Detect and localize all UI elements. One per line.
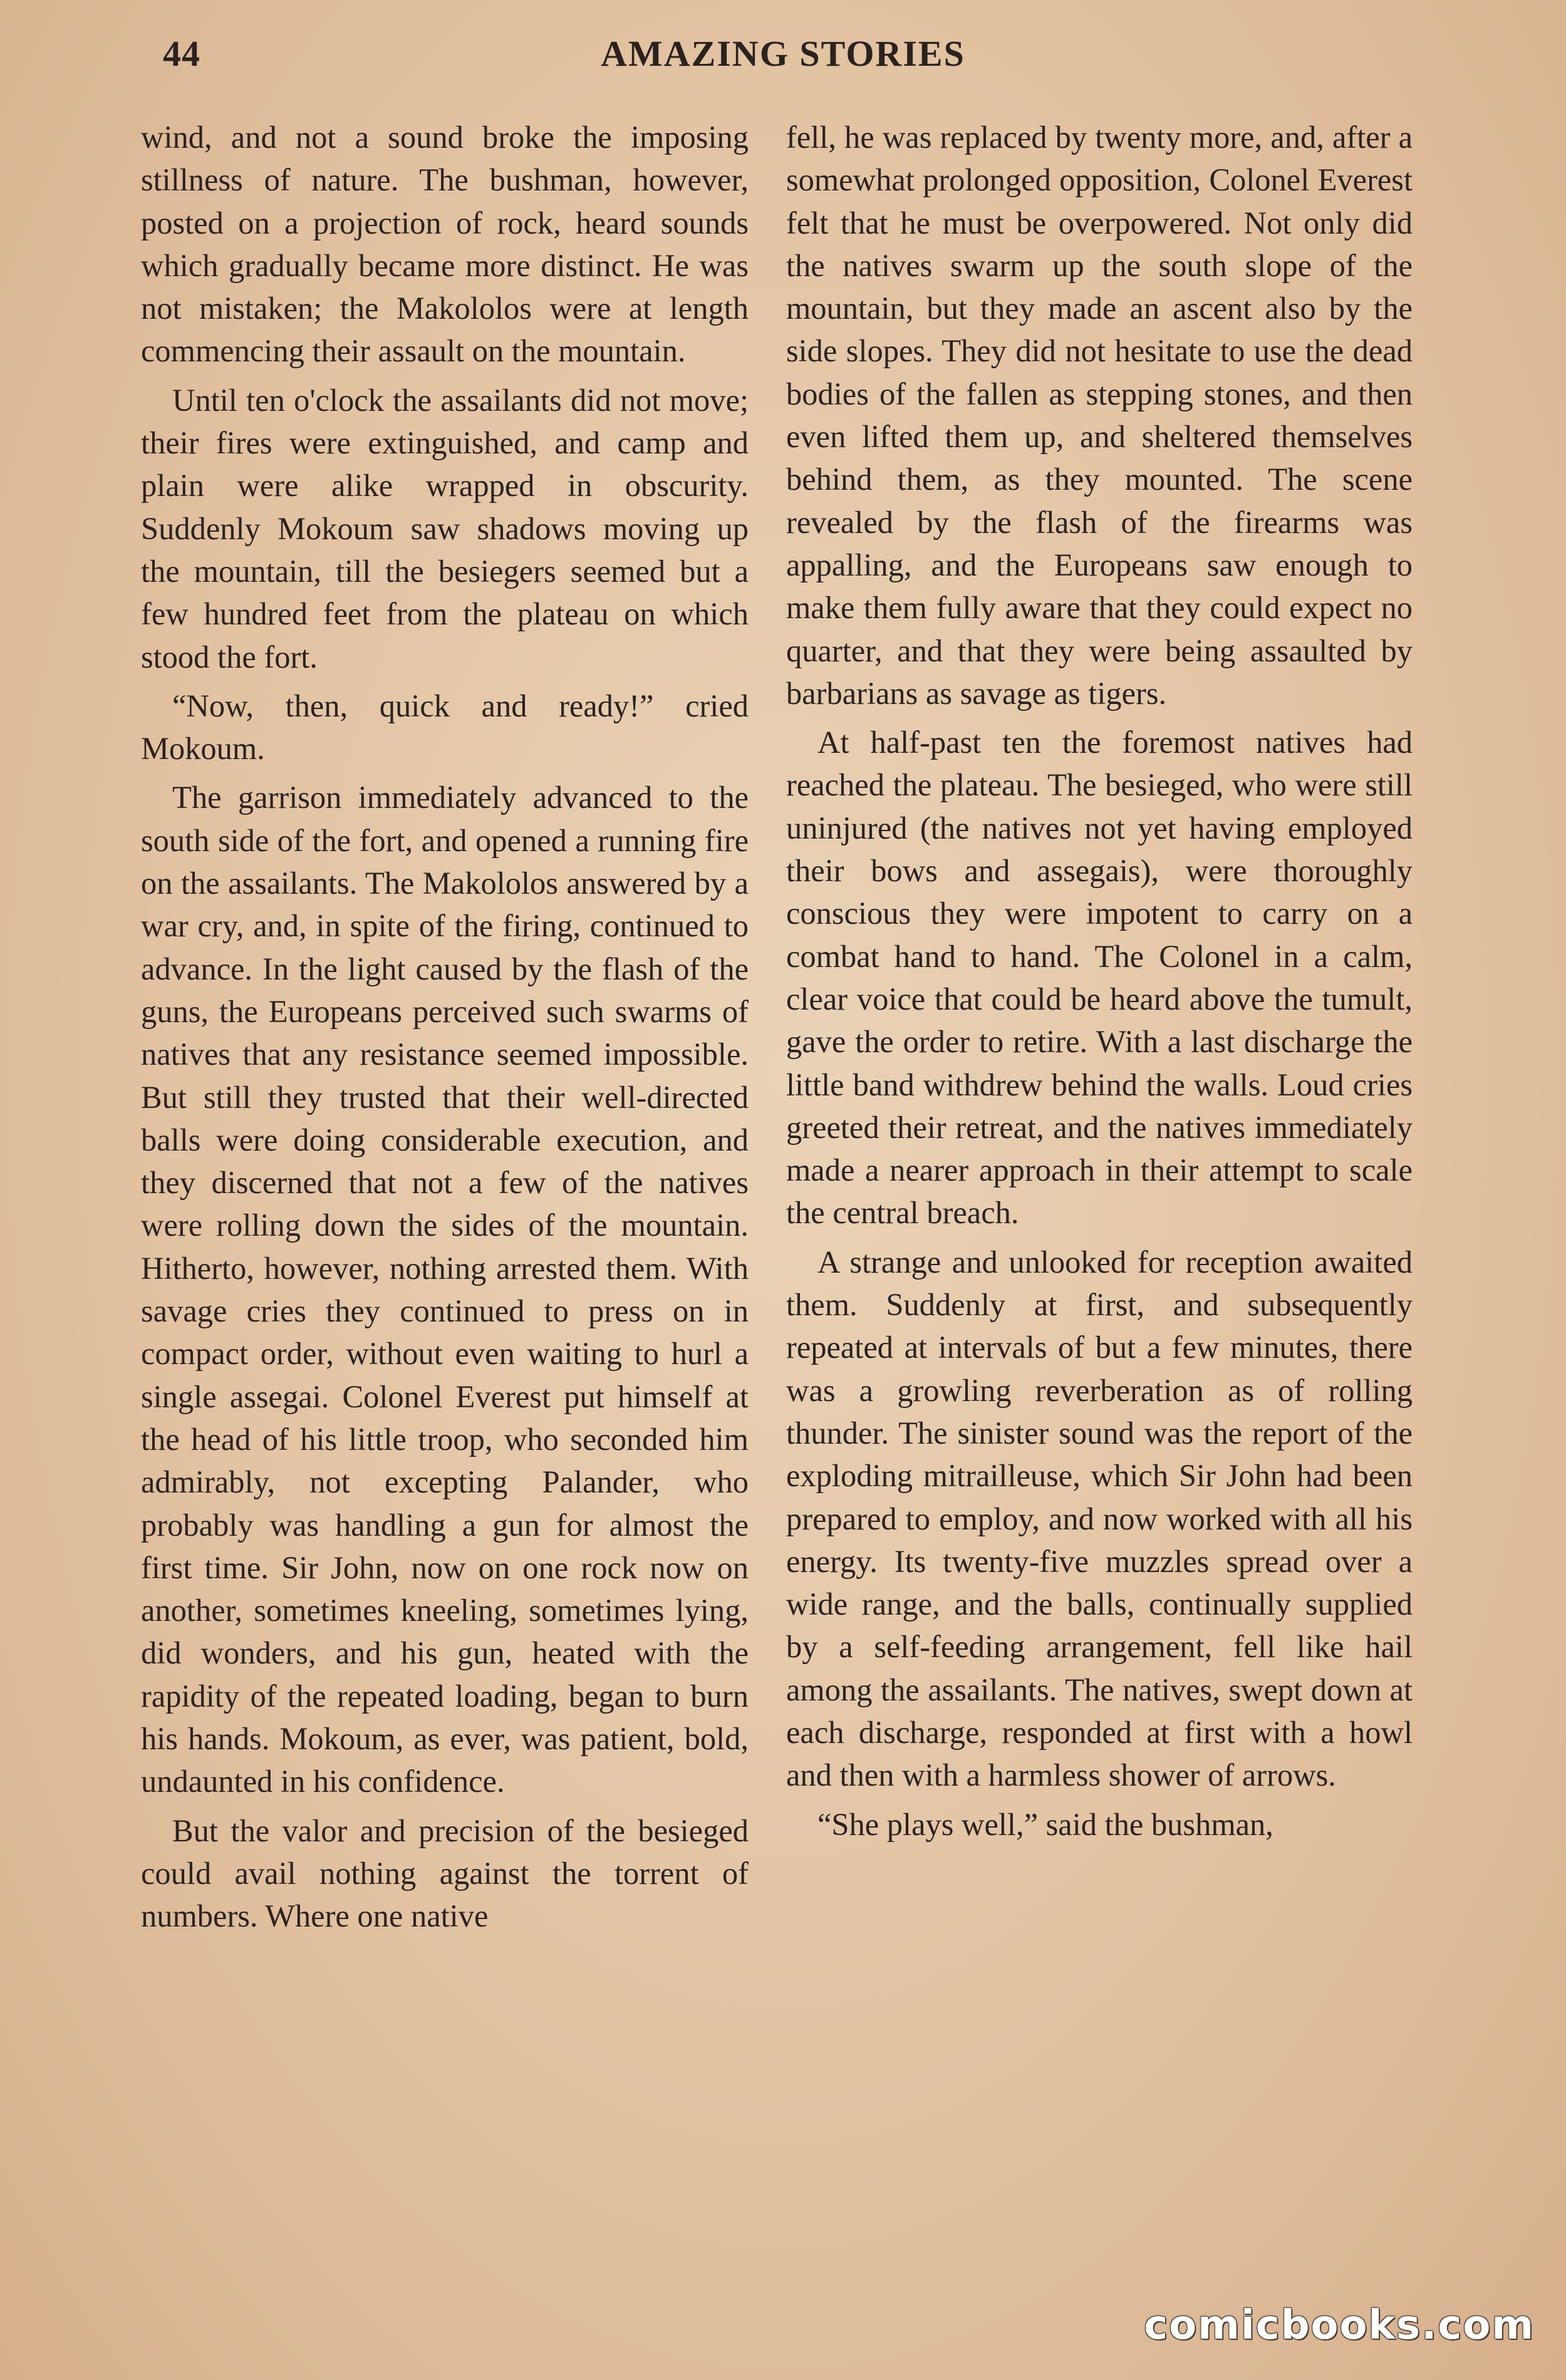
page-number: 44 — [163, 33, 200, 74]
running-title: AMAZING STORIES — [601, 33, 965, 74]
paragraph: But the valor and precision of the besieged could avail nothing against the torrent of numbers. Where one native — [141, 1813, 749, 1934]
page-header — [150, 33, 1416, 89]
paragraph: wind, and not a sound broke the imposing stillness of nature. The bushman, however, posted on a projection of rock, heard sounds which gradually became more distinct. He was not mistaken; the Makololos were at length commencing their assault on the mountain. — [141, 120, 749, 369]
paragraph: fell, he was replaced by twenty more, and, after a somewhat prolonged opposition, Colonel Everest felt that he must be overpowered. Not only did the natives swarm up the south slope of the mountain, but they made an ascent also by the side slopes. They did not hesitate to use the dead bodies of the fallen as stepping stones, and then even lifted them up, and sheltered themselves behind them, as they mounted. The scene revealed by the flash of the firearms was appalling, and the Europeans saw enough to make them fully aware that they could expect no quarter, and that they were being assaulted by barbarians as savage as tigers. — [786, 120, 1413, 711]
paragraph: A strange and unlooked for reception awaited them. Suddenly at first, and subsequently repeated at intervals of but a few minutes, there was a growling reverberation as of rolling thunder. The sinister sound was the report of the exploding mitrailleuse, which Sir John had been prepared to employ, and now worked with all his energy. Its twenty-five muzzles spread over a wide range, and the balls, continually supplied by a self-feeding arrangement, fell like hail among the assailants. The natives, swept down at each discharge, responded at first with a howl and then with a harmless shower of arrows. — [786, 1244, 1413, 1793]
paragraph: The garrison immediately advanced to the south side of the fort, and opened a running fire on the assailants. The Makololos answered by a war cry, and, in spite of the firing, continued to advance. In the light caused by the flash of the guns, the Europeans perceived such swarms of natives that any resistance seemed impossible. But still they trusted that their well-directed balls were doing considerable execution, and they discerned that not a few of the natives were rolling down the sides of the mountain. Hitherto, however, nothing arrested them. With savage cries they continued to press on in compact order, without even waiting to hurl a single assegai. Colonel Everest put himself at the head of his little troop, who seconded him admirably, not excepting Palander, who probably was handling a gun for almost the first time. Sir John, now on one rock now on another, sometimes kneeling, sometimes lying, did wonders, and his gun, heated with the rapidity of the repeated loading, began to burn his hands. Mokoum, as ever, was patient, bold, undaunted in his confidence. — [141, 780, 749, 1799]
paragraph: At half-past ten the foremost natives had reached the plateau. The besieged, who were still uninjured (the natives not yet having employed their bows and assegais), were thoroughly conscious they were impotent to carry on a combat hand to hand. The Colonel in a calm, clear voice that could be heard above the tumult, gave the order to retire. With a last discharge the little band withdrew behind the walls. Loud cries greeted their retreat, and the natives immediately made a nearer approach in their attempt to scale the central breach. — [786, 725, 1413, 1231]
left-column — [141, 116, 749, 1943]
paragraph: “Now, then, quick and ready!” cried Mokoum. — [141, 688, 749, 767]
paragraph: Until ten o'clock the assailants did not move; their fires were extinguished, and camp and plain were alike wrapped in obscurity. Suddenly Mokoum saw shadows moving up the mountain, till the besiegers seemed but a few hundred feet from the plateau on which stood the fort. — [141, 382, 749, 675]
paragraph: “She plays well,” said the bushman, — [817, 1806, 1273, 1842]
right-column — [786, 116, 1413, 1852]
site-watermark: comicbooks.com — [1144, 2302, 1535, 2349]
